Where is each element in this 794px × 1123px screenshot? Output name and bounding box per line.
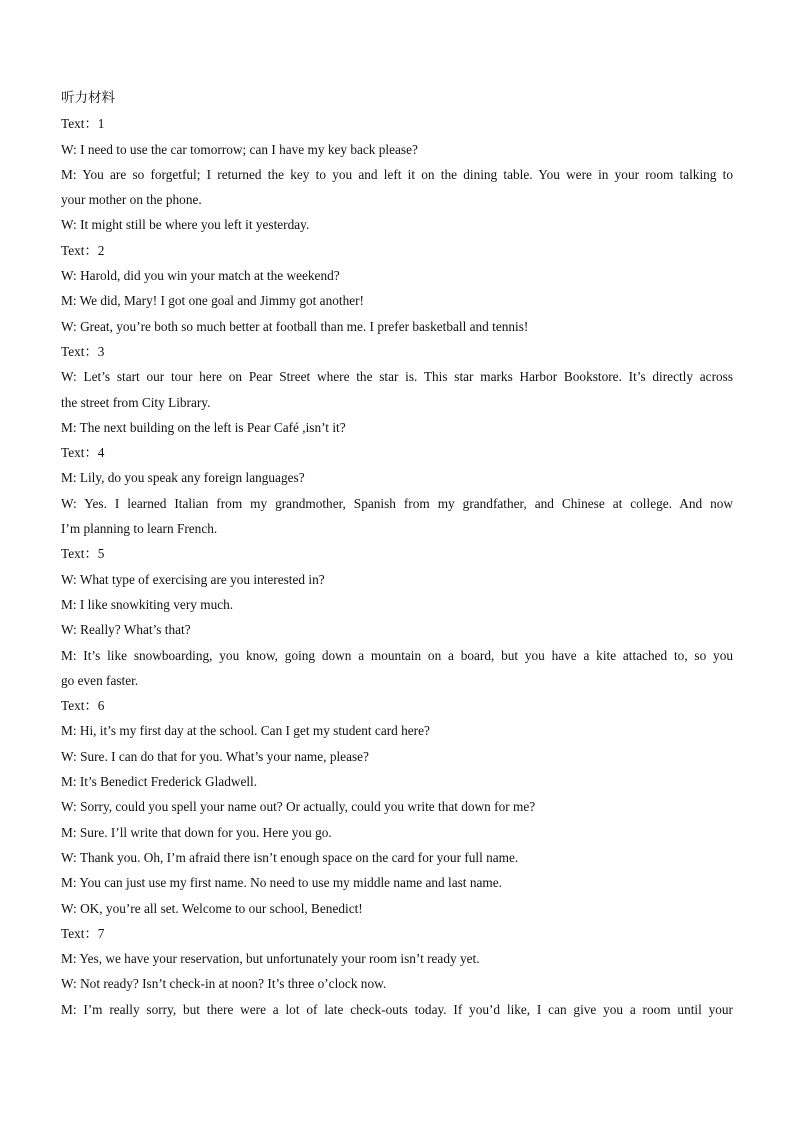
document-title: 听力材料: [61, 90, 115, 106]
speaker-m-line: M: Sure. I’ll write that down for you. Here you go.: [61, 824, 332, 840]
speaker-m-line: M: You are so forgetful; I returned the key to you and left it on the dining table. You were in your room talking to: [61, 166, 733, 182]
speaker-w-line: W: Let’s start our tour here on Pear Street where the star is. This star marks Harbor Bookstore. It’s directly across: [61, 369, 733, 385]
speaker-w-line: W: Really? What’s that?: [61, 622, 191, 638]
transcript-line: I’m planning to learn French.: [61, 521, 218, 537]
section-label: Text：5: [61, 546, 105, 562]
speaker-m-line: M: Lily, do you speak any foreign languages?: [61, 470, 305, 486]
section-label: Text：4: [61, 445, 105, 461]
speaker-w-line: W: It might still be where you left it yesterday.: [61, 217, 310, 233]
transcript-line: the street from City Library.: [61, 394, 211, 410]
section-label: Text：2: [61, 242, 105, 258]
document-page: [61, 86, 733, 1022]
speaker-w-line: W: Harold, did you win your match at the weekend?: [61, 268, 340, 284]
speaker-m-line: M: You can just use my first name. No need to use my middle name and last name.: [61, 875, 502, 891]
transcript-body: [61, 111, 733, 1022]
transcript-line: go even faster.: [61, 672, 139, 688]
speaker-m-line: M: It’s like snowboarding, you know, going down a mountain on a board, but you have a kite attached to, so you: [61, 647, 733, 663]
section-label: Text：1: [61, 116, 105, 132]
speaker-w-line: W: Not ready? Isn’t check-in at noon? It’s three o’clock now.: [61, 976, 387, 992]
speaker-m-line: M: The next building on the left is Pear Café ,isn’t it?: [61, 419, 346, 435]
speaker-m-line: M: We did, Mary! I got one goal and Jimmy got another!: [61, 293, 364, 309]
section-label: Text：6: [61, 698, 105, 714]
speaker-w-line: W: Yes. I learned Italian from my grandmother, Spanish from my grandfather, and Chinese at college. And now: [61, 495, 733, 511]
speaker-w-line: W: Thank you. Oh, I’m afraid there isn’t enough space on the card for your full name.: [61, 849, 519, 865]
speaker-m-line: M: Hi, it’s my first day at the school. Can I get my student card here?: [61, 723, 430, 739]
speaker-w-line: W: What type of exercising are you interested in?: [61, 571, 325, 587]
speaker-m-line: M: It’s Benedict Frederick Gladwell.: [61, 774, 258, 790]
speaker-w-line: W: I need to use the car tomorrow; can I have my key back please?: [61, 141, 418, 157]
speaker-m-line: M: Yes, we have your reservation, but unfortunately your room isn’t ready yet.: [61, 951, 480, 967]
speaker-w-line: W: Great, you’re both so much better at football than me. I prefer basketball and tennis!: [61, 318, 529, 334]
speaker-m-line: M: I’m really sorry, but there were a lot of late check-outs today. If you’d like, I can give you a room until your: [61, 1001, 733, 1017]
speaker-m-line: M: I like snowkiting very much.: [61, 596, 234, 612]
speaker-w-line: W: Sure. I can do that for you. What’s your name, please?: [61, 748, 369, 764]
speaker-w-line: W: Sorry, could you spell your name out? Or actually, could you write that down for me?: [61, 799, 536, 815]
speaker-w-line: W: OK, you’re all set. Welcome to our school, Benedict!: [61, 900, 363, 916]
transcript-line: your mother on the phone.: [61, 192, 202, 208]
section-label: Text：3: [61, 343, 105, 359]
section-label: Text：7: [61, 925, 105, 941]
